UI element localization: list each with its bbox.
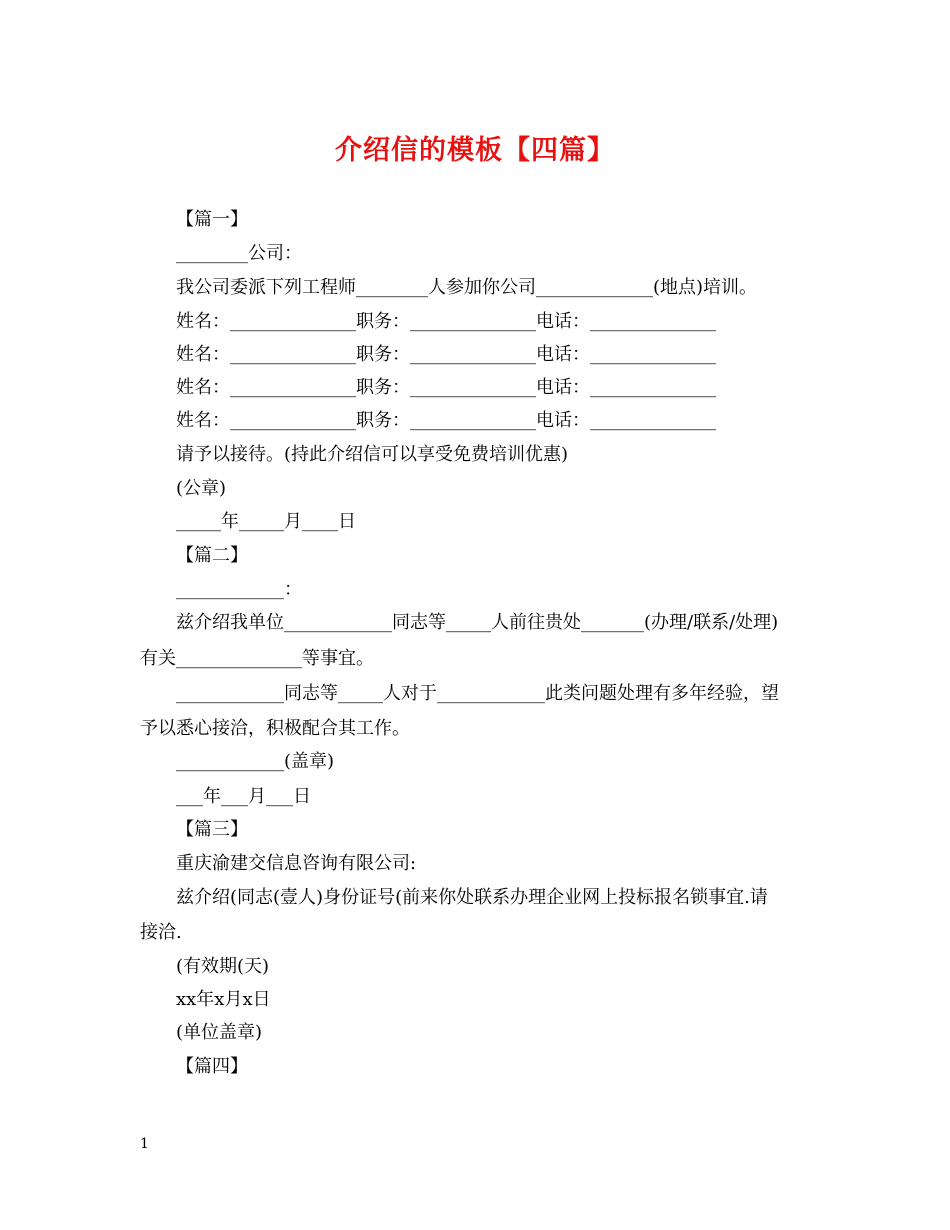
seal-line: ____________(盖章) bbox=[176, 751, 335, 772]
form-row: 姓名：______________职务：______________电话：______________ bbox=[176, 311, 716, 332]
body-line: 我公司委派下列工程师________人参加你公司_____________(地点)培训。 bbox=[176, 277, 758, 298]
seal-line: (公章) bbox=[176, 478, 227, 499]
body-line: 请予以接待。(持此介绍信可以享受免费培训优惠) bbox=[176, 444, 569, 465]
section-heading-4: 【篇四】 bbox=[176, 1056, 248, 1077]
body-line: ____________同志等_____人对于____________此类问题处理有多年经验，望 bbox=[176, 683, 779, 704]
body-line: 有关______________等事宜。 bbox=[140, 648, 374, 669]
addressee-line: ________公司： bbox=[176, 243, 302, 264]
form-row: 姓名：______________职务：______________电话：______________ bbox=[176, 377, 716, 398]
date-line: _____年_____月____日 bbox=[176, 511, 356, 532]
body-line: 兹介绍我单位____________同志等_____人前往贵处_______(办理/联系/处理) bbox=[176, 612, 779, 633]
section-heading-1: 【篇一】 bbox=[176, 209, 248, 230]
addressee-line: ____________： bbox=[176, 579, 302, 600]
form-row: 姓名：______________职务：______________电话：______________ bbox=[176, 344, 716, 365]
page-number: 1 bbox=[140, 1136, 149, 1152]
date-line: ___年___月___日 bbox=[176, 786, 311, 807]
section-heading-3: 【篇三】 bbox=[176, 819, 248, 840]
form-row: 姓名：______________职务：______________电话：______________ bbox=[176, 410, 716, 431]
seal-line: (单位盖章) bbox=[176, 1022, 263, 1043]
body-line: 兹介绍(同志(壹人)身份证号(前来你处联系办理企业网上投标报名锁事宜.请 bbox=[176, 887, 768, 908]
date-line: xx年x月x日 bbox=[176, 989, 271, 1010]
addressee-line: 重庆渝建交信息咨询有限公司: bbox=[176, 853, 417, 874]
body-line: 予以悉心接洽，积极配合其工作。 bbox=[140, 718, 410, 739]
page-title: 介绍信的模板【四篇】 bbox=[335, 135, 615, 166]
section-heading-2: 【篇二】 bbox=[176, 545, 248, 566]
validity-line: (有效期(天) bbox=[176, 956, 270, 977]
body-line: 接洽. bbox=[140, 922, 182, 943]
